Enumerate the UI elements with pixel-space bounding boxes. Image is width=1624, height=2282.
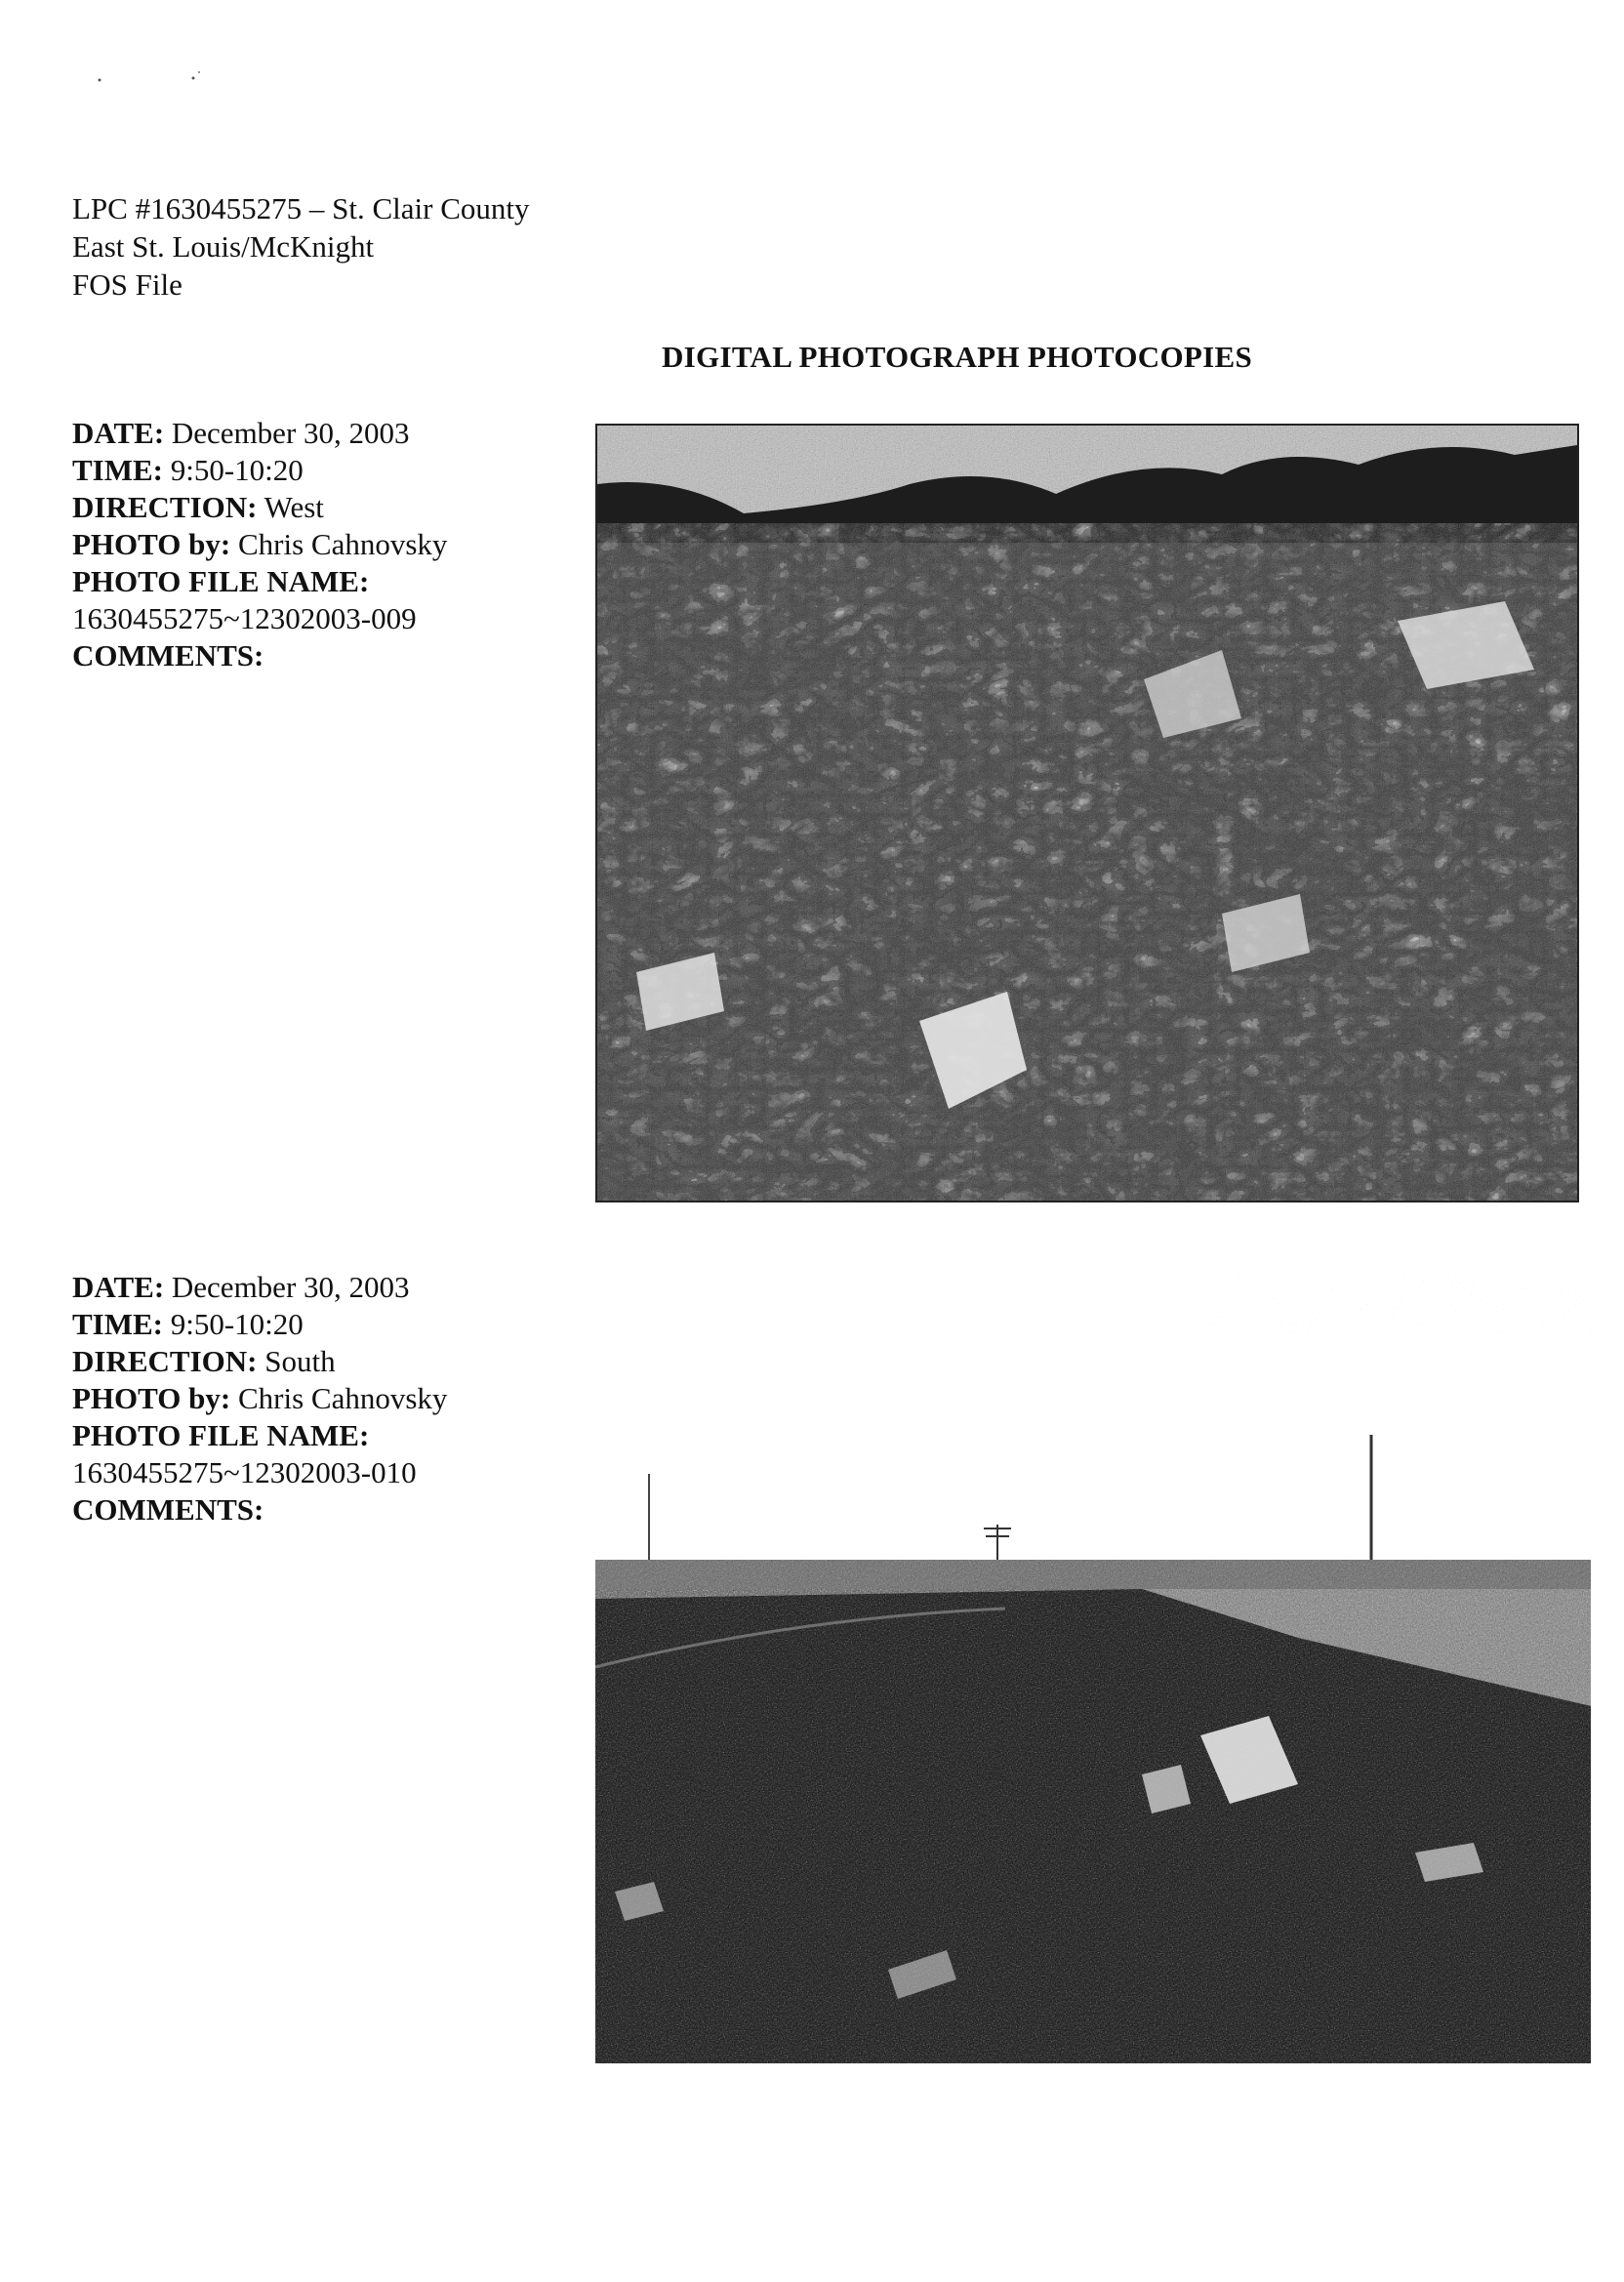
- photo-2-time-row: [72, 1306, 447, 1343]
- photo-1-comments-row: [72, 637, 447, 674]
- photo-1-time: 9:50-10:20: [170, 453, 304, 487]
- utility-poles: [595, 1435, 1591, 1562]
- file-name-label: PHOTO FILE NAME:: [72, 1418, 370, 1452]
- photo-2-direction-row: [72, 1343, 447, 1380]
- file-name-label: PHOTO FILE NAME:: [72, 564, 370, 598]
- direction-label: DIRECTION:: [72, 490, 258, 524]
- date-label: DATE:: [72, 416, 165, 450]
- time-label: TIME:: [72, 453, 163, 487]
- header-location-line: East St. Louis/McKnight: [72, 229, 375, 264]
- photo-by-label: PHOTO by:: [72, 527, 231, 561]
- document-header: [72, 189, 529, 304]
- photo-1-file-label-row: [72, 563, 447, 600]
- debris-pile-image: [597, 426, 1577, 1201]
- direction-label: DIRECTION:: [72, 1344, 258, 1378]
- photo-2-debris-field: [595, 1560, 1591, 2063]
- photo-2-file-name: 1630455275~12302003-010: [72, 1455, 417, 1489]
- photo-1-direction: West: [264, 490, 324, 524]
- page-title: DIGITAL PHOTOGRAPH PHOTOCOPIES: [662, 340, 1252, 374]
- comments-label: COMMENTS:: [72, 1492, 264, 1527]
- debris-field-image: [595, 1560, 1591, 2063]
- photo-1-debris-pile: [595, 424, 1579, 1202]
- photo-2-direction: South: [264, 1344, 336, 1378]
- photo-1-metadata: [72, 415, 447, 674]
- time-label: TIME:: [72, 1307, 163, 1341]
- scan-noise: [1210, 1275, 1591, 1333]
- photo-2-metadata: [72, 1269, 447, 1528]
- photo-2-photographer: Chris Cahnovsky: [237, 1381, 448, 1415]
- scan-marks: [88, 59, 224, 98]
- photo-1-date: December 30, 2003: [171, 416, 410, 450]
- photo-1-photographer: Chris Cahnovsky: [237, 527, 448, 561]
- comments-label: COMMENTS:: [72, 638, 264, 672]
- date-label: DATE:: [72, 1270, 165, 1304]
- photo-by-label: PHOTO by:: [72, 1381, 231, 1415]
- photo-2-photographer-row: [72, 1380, 447, 1417]
- photo-2-file-label-row: [72, 1417, 447, 1454]
- photo-1-photographer-row: [72, 526, 447, 563]
- photo-2-comments-row: [72, 1491, 447, 1528]
- photo-2-date: December 30, 2003: [171, 1270, 410, 1304]
- header-file-line: FOS File: [72, 267, 183, 302]
- photo-2-date-row: [72, 1269, 447, 1306]
- photo-1-date-row: [72, 415, 447, 452]
- photo-1-direction-row: [72, 489, 447, 526]
- photo-2-time: 9:50-10:20: [170, 1307, 304, 1341]
- header-lpc-line: LPC #1630455275 – St. Clair County: [72, 191, 530, 225]
- photo-1-time-row: [72, 452, 447, 489]
- photo-1-file-name: 1630455275~12302003-009: [72, 601, 417, 635]
